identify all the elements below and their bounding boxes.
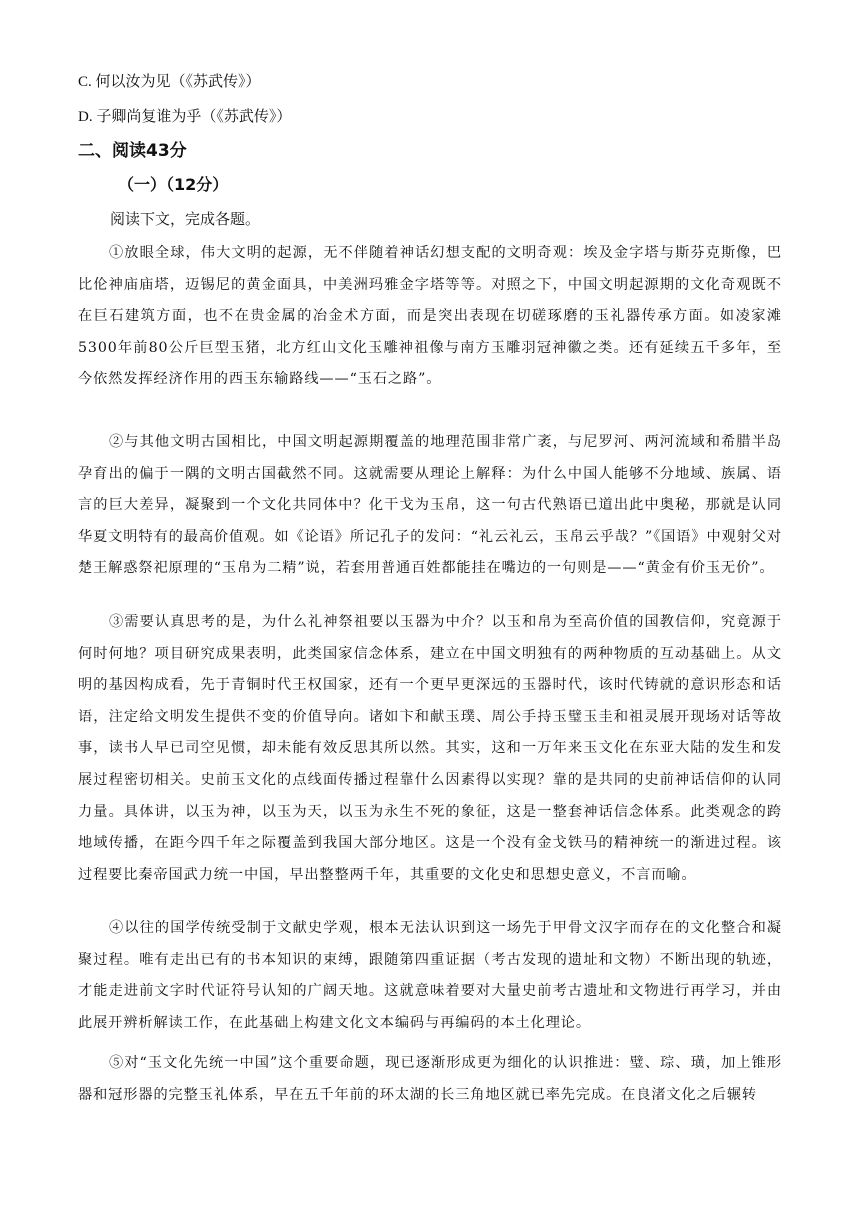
paragraph-2: ②与其他文明古国相比，中国文明起源期覆盖的地理范围非常广袤，与尼罗河、两河流域和希腊半岛孕育出的偏于一隅的文明古国截然不同。这就需要从理论上解释：为什么中国人能够不分地域、族属、语言的巨大差异，凝聚到一个文化共同体中？化干戈为玉帛，这一句古代熟语已道出此中奥秘，那就是认同华夏文明特有的最高价值观。如《论语》所记孔子的发问：“礼云礼云，玉帛云乎哉？”《国语》中观射父对楚王解惑祭祀原理的“玉帛为二精”说，若套用普通百姓都能挂在嘴边的一句则是——“黄金有价玉无价”。	[78, 434, 782, 577]
section-heading: 二、阅读43分	[78, 141, 187, 161]
paragraph-5: ⑤对“玉文化先统一中国”这个重要命题，现已逐渐形成更为细化的认识推进：璧、琮、璜，加上锥形器和冠形器的完整玉礼体系，早在五千年前的环太湖的长三角地区就已率先完成。在良渚文化之后辗转	[78, 1055, 782, 1103]
instruction-text: 阅读下文，完成各题。	[110, 210, 261, 228]
option-d: D. 子卿尚复谁为乎（《苏武传》）	[78, 109, 292, 125]
paragraph-4: ④以往的国学传统受制于文献史学观，根本无法认识到这一场先于甲骨文汉字而存在的文化整合和凝聚过程。唯有走出已有的书本知识的束缚，跟随第四重证据（考古发现的遗址和文物）不断出现的轨迹，才能走进前文字时代证符号认知的广阔天地。这就意味着要对大量史前考古遗址和文物进行再学习，并由此展开辨析解读工作，在此基础上构建文化文本编码与再编码的本土化理论。	[78, 920, 782, 1031]
paragraph-1: ①放眼全球，伟大文明的起源，无不伴随着神话幻想支配的文明奇观：埃及金字塔与斯芬克斯像，巴比伦神庙庙塔，迈锡尼的黄金面具，中美洲玛雅金字塔等等。对照之下，中国文明起源期的文化奇观既不在巨石建筑方面，也不在贵金属的冶金术方面，而是突出表现在切磋琢磨的玉礼器传承方面。如凌家滩5300年前80公斤巨型玉猪，北方红山文化玉雕神祖像与南方玉雕羽冠神徽之类。还有延续五千多年，至今依然发挥经济作用的西玉东输路线——“玉石之路”。	[78, 245, 782, 388]
option-c: C. 何以汝为见（《苏武传》）	[78, 74, 261, 90]
subsection-heading: （一）（12分）	[118, 175, 229, 194]
paragraph-3: ③需要认真思考的是，为什么礼神祭祖要以玉器为中介？以玉和帛为至高价值的国教信仰，究竟源于何时何地？项目研究成果表明，此类国家信念体系，建立在中国文明独有的两种物质的互动基础上。从文明的基因构成看，先于青铜时代王权国家，还有一个更早更深远的玉器时代，该时代铸就的意识形态和话语，注定给文明发生提供不变的价值导向。诸如卞和献玉璞、周公手持玉璧玉圭和祖灵展开现场对话等故事，读书人早已司空见惯，却未能有效反思其所以然。其实，这和一万年来玉文化在东亚大陆的发生和发展过程密切相关。史前玉文化的点线面传播过程靠什么因素得以实现？靠的是共同的史前神话信仰的认同力量。具体讲，以玉为神，以玉为天，以玉为永生不死的象征，这是一整套神话信念体系。此类观念的跨地域传播，在距今四千年之际覆盖到我国大部分地区。这是一个没有金戈铁马的精神统一的渐进过程。该过程要比秦帝国武力统一中国，早出整整两千年，其重要的文化史和思想史意义，不言而喻。	[78, 614, 782, 883]
